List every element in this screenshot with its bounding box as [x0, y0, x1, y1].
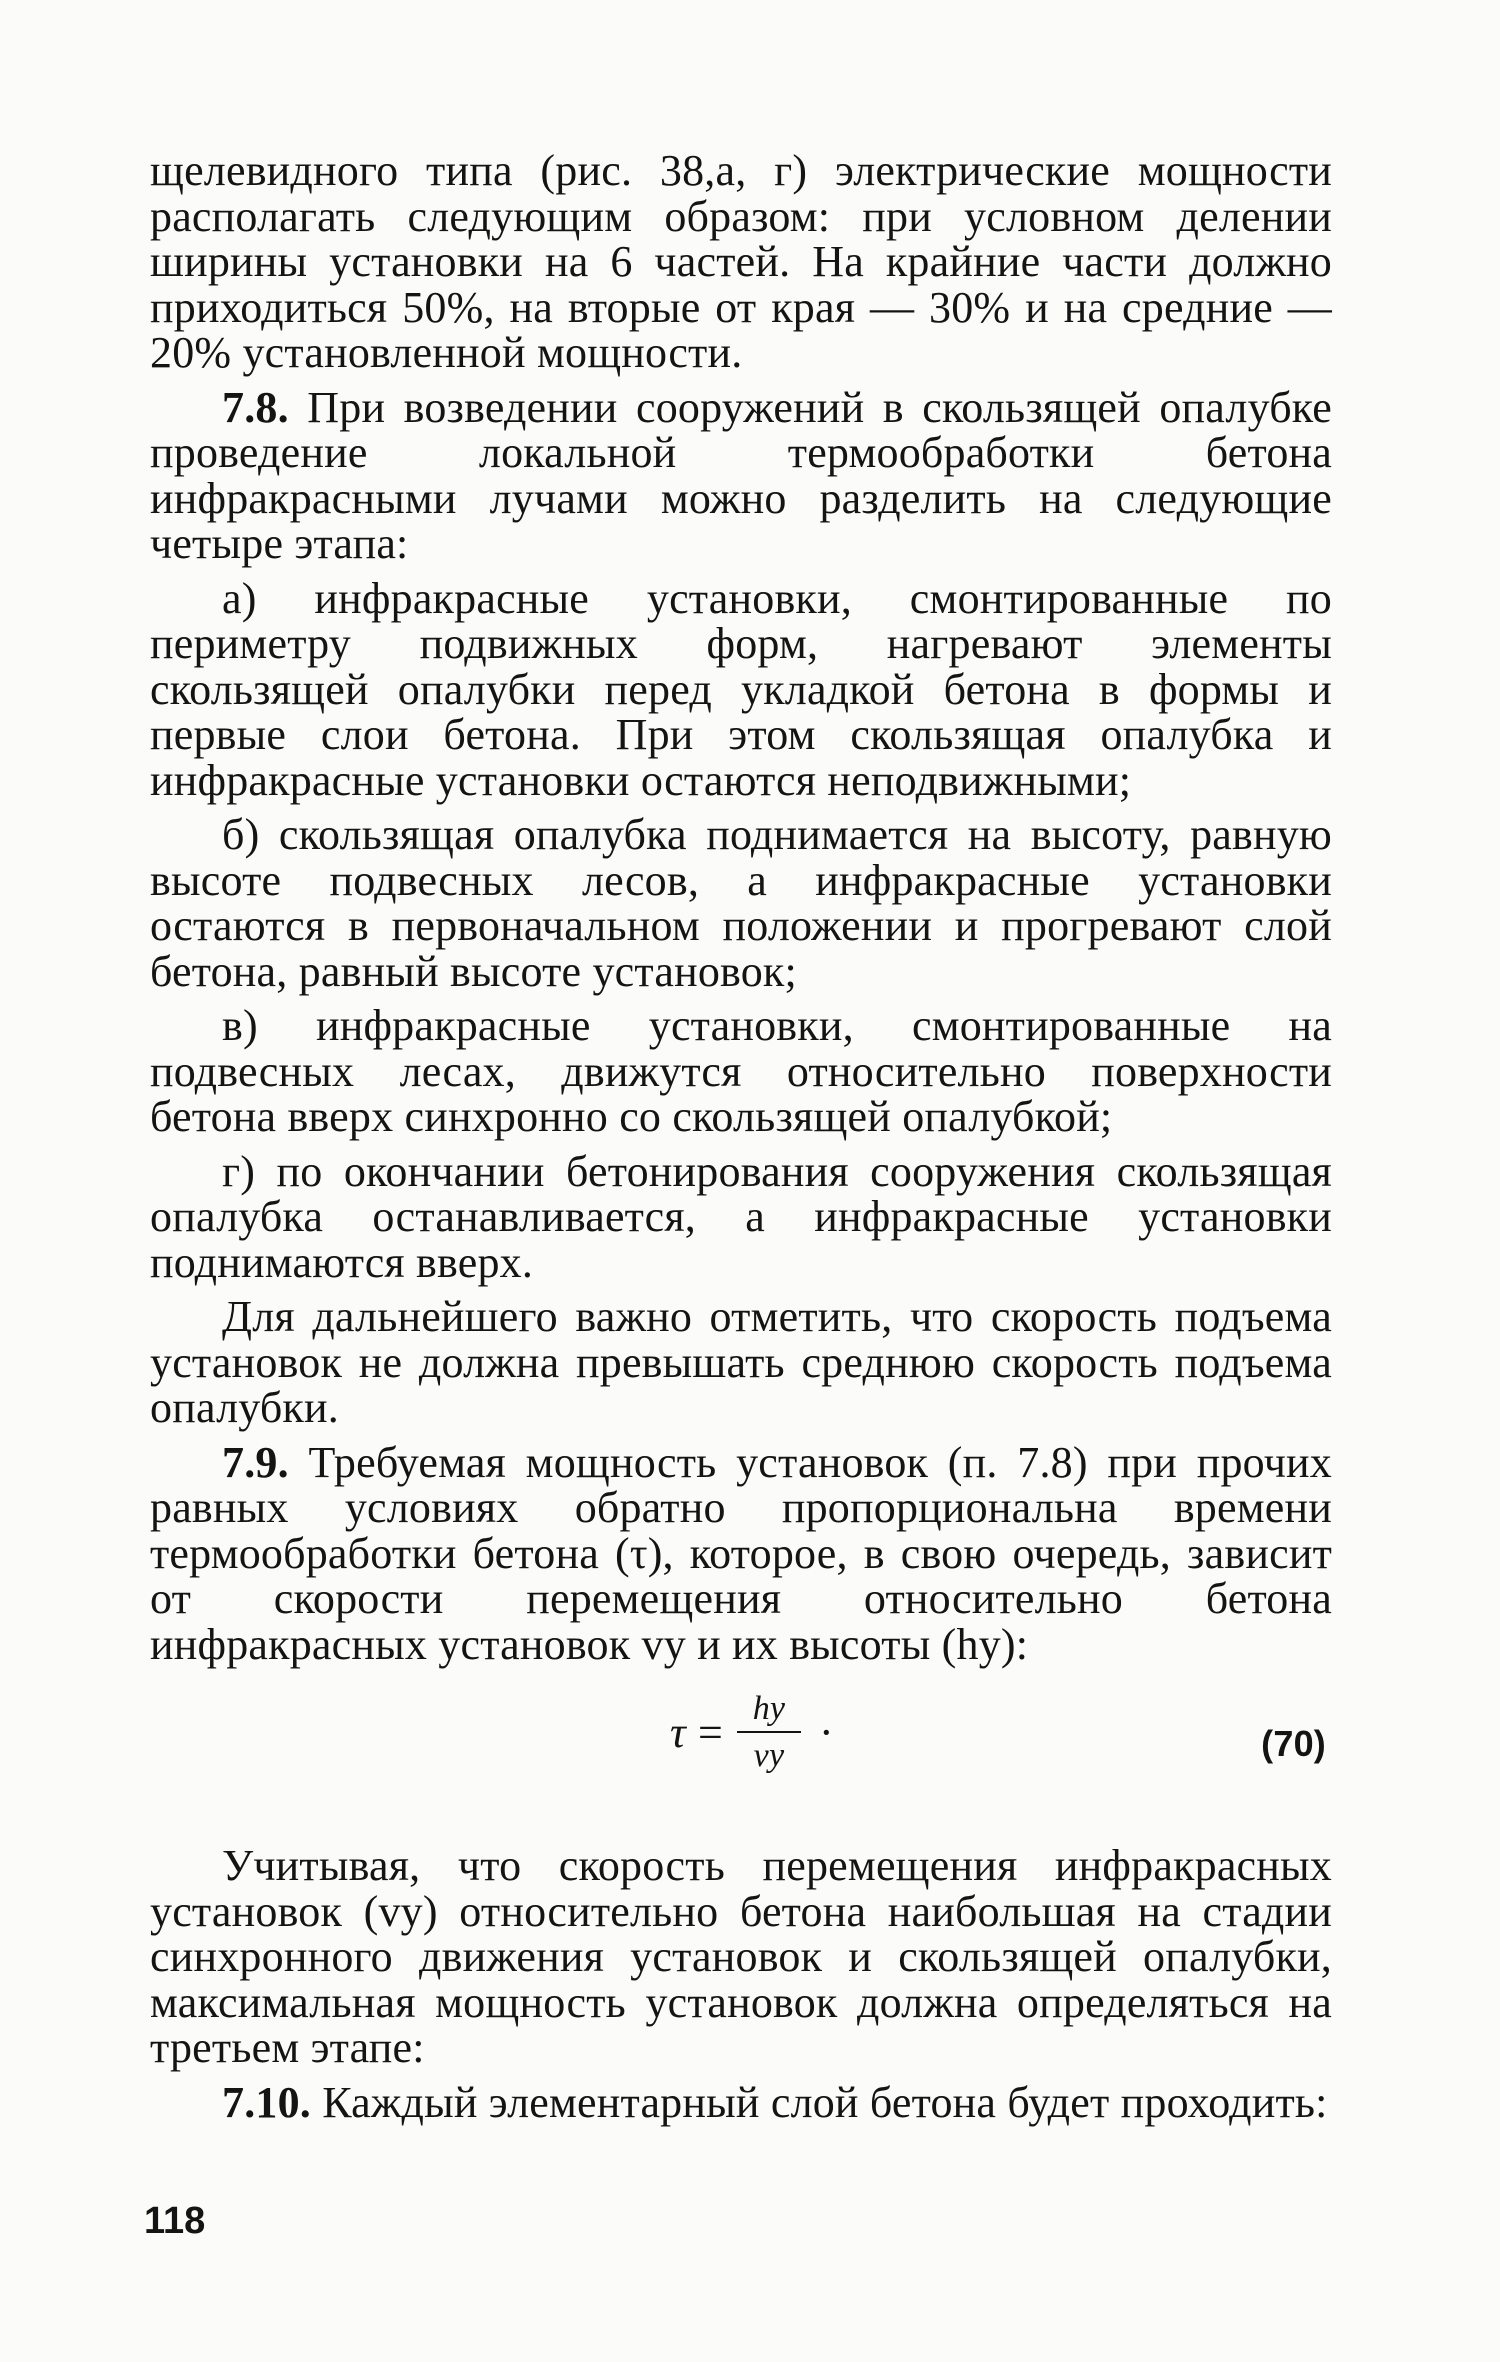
- formula-number: (70): [1261, 1723, 1326, 1764]
- section-text: При возведении сооружений в скользящей опалубке проведение локальной термообработки бетона инфракрасными лучами можно разделить на следующие четыре этапа:: [150, 382, 1332, 568]
- section-number: 7.10.: [222, 2077, 311, 2127]
- section-7-8: [150, 382, 1332, 568]
- formula-lhs: τ: [670, 1708, 686, 1758]
- formula-equals: =: [697, 1708, 723, 1758]
- paragraph-conclusion: Учитывая, что скорость перемещения инфракрасных установок (vу) относительно бетона наибольшая на стадии синхронного движения установок и скользящей опалубки, максимальная мощность установок должна определяться на третьем этапе:: [150, 1841, 1332, 2072]
- formula-dot: ·: [818, 1708, 834, 1758]
- list-item-a: а) инфракрасные установки, смонтированные по периметру подвижных форм, нагревают элементы скользящей опалубки перед укладкой бетона в формы и первые слои бетона. При этом скользящая опалубка и инфракрасные установки остаются неподвижными;: [150, 573, 1332, 805]
- section-7-9: [150, 1437, 1333, 1669]
- list-item-g: г) по окончании бетонирования сооружения скользящая опалубка останавливается, а инфракрасные установки поднимаются вверх.: [150, 1146, 1332, 1287]
- section-number: 7.8.: [222, 382, 289, 432]
- section-text: Требуемая мощность установок (п. 7.8) при прочих равных условиях обратно пропорциональна времени термообработки бетона (τ), которое, в свою очередь, зависит от скорости перемещения относительно бетона инфракрасных установок vу и их высоты (hу):: [150, 1437, 1333, 1669]
- section-number: 7.9.: [222, 1437, 289, 1487]
- section-7-10: [150, 2077, 1332, 2127]
- formula-expression: [670, 1687, 834, 1779]
- formula-fraction: [737, 1687, 801, 1779]
- list-item-v: в) инфракрасные установки, смонтированные на подвесных лесах, движутся относительно поверхности бетона вверх синхронно со скользящей опалубкой;: [150, 1001, 1332, 1141]
- body-text: [150, 148, 1332, 2134]
- paragraph-intro: щелевидного типа (рис. 38,а, г) электрические мощности располагать следующим образом: при условном делении ширины установки на 6 частей. На крайние части должно приходиться 50%, на вторые от края — 30% и на средние — 20% установленной мощности.: [150, 146, 1332, 377]
- section-text: Каждый элементарный слой бетона будет проходить:: [322, 2077, 1328, 2127]
- formula-denominator: vу: [753, 1737, 785, 1774]
- formula-numerator: hу: [752, 1690, 786, 1727]
- list-item-b: б) скользящая опалубка поднимается на высоту, равную высоте подвесных лесов, а инфракрасные установки остаются в первоначальном положении и прогревают слой бетона, равный высоте установок;: [150, 810, 1332, 996]
- paragraph-note: Для дальнейшего важно отметить, что скорость подъема установок не должна превышать среднюю скорость подъема опалубки.: [150, 1292, 1332, 1432]
- page-number: 118: [144, 2200, 206, 2242]
- formula-70: [150, 1679, 1332, 1827]
